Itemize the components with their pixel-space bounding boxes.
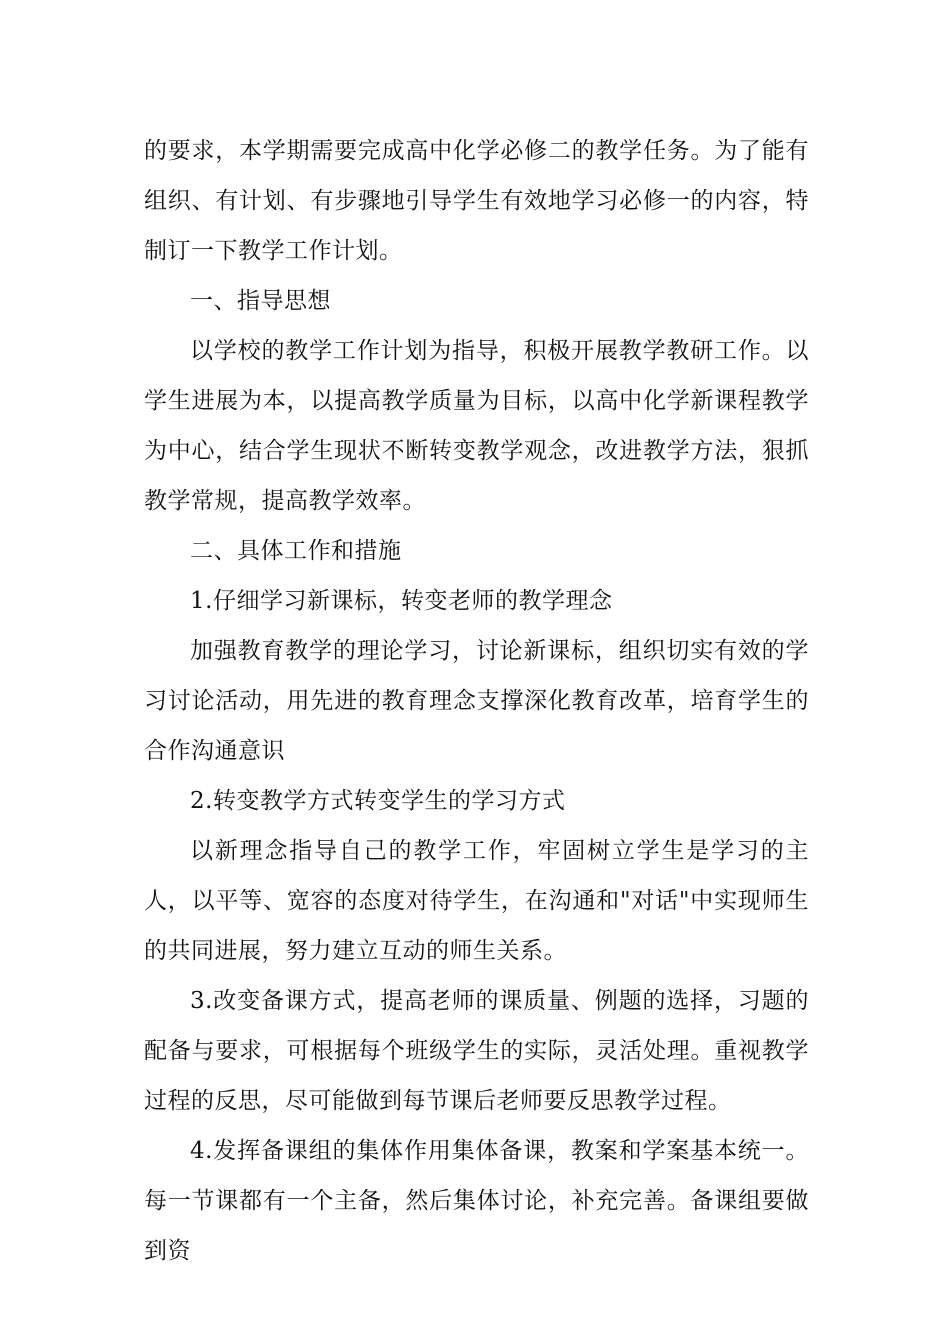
- paragraph-item-3: 3.改变备课方式，提高老师的课质量、例题的选择，习题的配备与要求，可根据每个班级学生的实际，灵活处理。重视教学过程的反思，尽可能做到每节课后老师要反思教学过程。: [144, 988, 809, 1114]
- paragraph-intro-continuation: 的要求，本学期需要完成高中化学必修二的教学任务。为了能有组织、有计划、有步骤地引导学生有效地学习必修一的内容，特制订一下教学工作计划。: [144, 138, 809, 264]
- document-body: [144, 126, 809, 1276]
- section-heading-work-measures: 二、具体工作和措施: [190, 538, 402, 564]
- item-title-1: 1.仔细学习新课标，转变老师的教学理念: [190, 588, 613, 614]
- paragraph-item-1: 加强教育教学的理论学习，讨论新课标，组织切实有效的学习讨论活动，用先进的教育理念支撑深化教育改革，培育学生的合作沟通意识: [144, 638, 809, 764]
- paragraph-item-4: 4.发挥备课组的集体作用集体备课，教案和学案基本统一。每一节课都有一个主备，然后集体讨论，补充完善。备课组要做到资: [144, 1138, 809, 1264]
- item-title-2: 2.转变教学方式转变学生的学习方式: [190, 788, 566, 814]
- paragraph-guiding-thought: 以学校的教学工作计划为指导，积极开展教学教研工作。以学生进展为本，以提高教学质量为目标，以高中化学新课程教学为中心，结合学生现状不断转变教学观念，改进教学方法，狠抓教学常规，提高教学效率。: [144, 338, 809, 514]
- paragraph-item-2: 以新理念指导自己的教学工作，牢固树立学生是学习的主人，以平等、宽容的态度对待学生，在沟通和"对话"中实现师生的共同进展，努力建立互动的师生关系。: [144, 838, 809, 964]
- section-heading-guiding-thought: 一、指导思想: [190, 288, 331, 314]
